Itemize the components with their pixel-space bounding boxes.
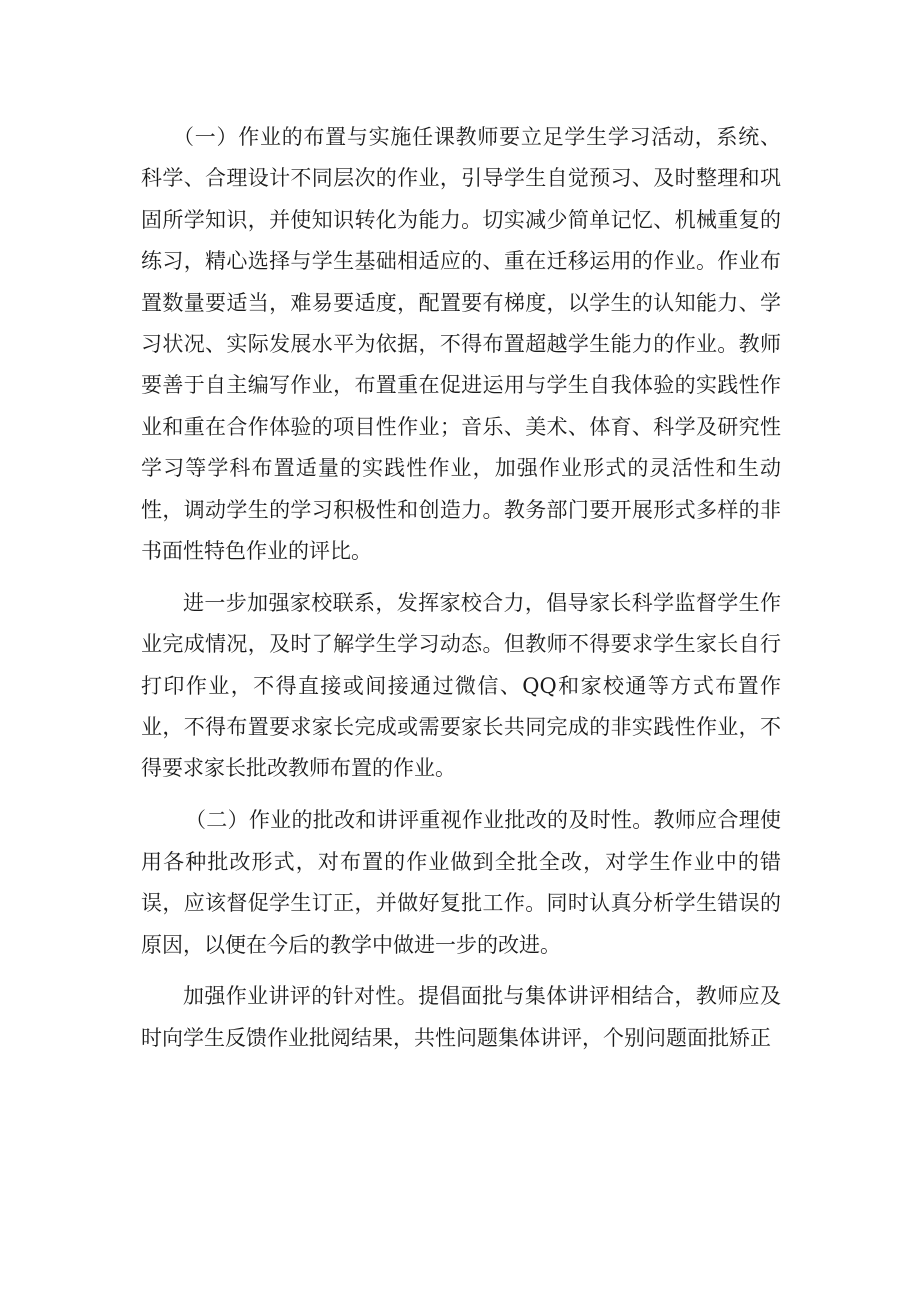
paragraph-homework-correction: （二）作业的批改和讲评重视作业批改的及时性。教师应合理使用各种批改形式，对布置的作业做到全批全改，对学生作业中的错误，应该督促学生订正，并做好复批工作。同时认真分析学生错误的原因，以便在今后的教学中做进一步的改进。 xyxy=(141,808,781,957)
paragraph-home-school-cooperation: 进一步加强家校联系，发挥家校合力，倡导家长科学监督学生作业完成情况，及时了解学生学习动态。但教师不得要求学生家长自行打印作业，不得直接或间接通过微信、QQ和家校通等方式布置作业，不得布置要求家长完成或需要家长共同完成的非实践性作业，不得要求家长批改教师布置的作业。 xyxy=(141,590,781,781)
paragraph-homework-assignment: （一）作业的布置与实施任课教师要立足学生学习活动，系统、科学、合理设计不同层次的作业，引导学生自觉预习、及时整理和巩固所学知识，并使知识转化为能力。切实减少简单记忆、机械重复的练习，精心选择与学生基础相适应的、重在迁移运用的作业。作业布置数量要适当，难易要适度，配置要有梯度，以学生的认知能力、学习状况、实际发展水平为依据，不得布置超越学生能力的作业。教师要善于自主编写作业，布置重在促进运用与学生自我体验的实践性作业和重在合作体验的项目性作业；音乐、美术、体育、科学及研究性学习等学科布置适量的实践性作业，加强作业形式的灵活性和生动性，调动学生的学习积极性和创造力。教务部门要开展形式多样的非书面性特色作业的评比。 xyxy=(141,125,781,564)
paragraph-homework-review: 加强作业讲评的针对性。提倡面批与集体讲评相结合，教师应及时向学生反馈作业批阅结果，共性问题集体讲评，个别问题面批矫正 xyxy=(141,984,781,1050)
document-body xyxy=(141,117,781,1070)
